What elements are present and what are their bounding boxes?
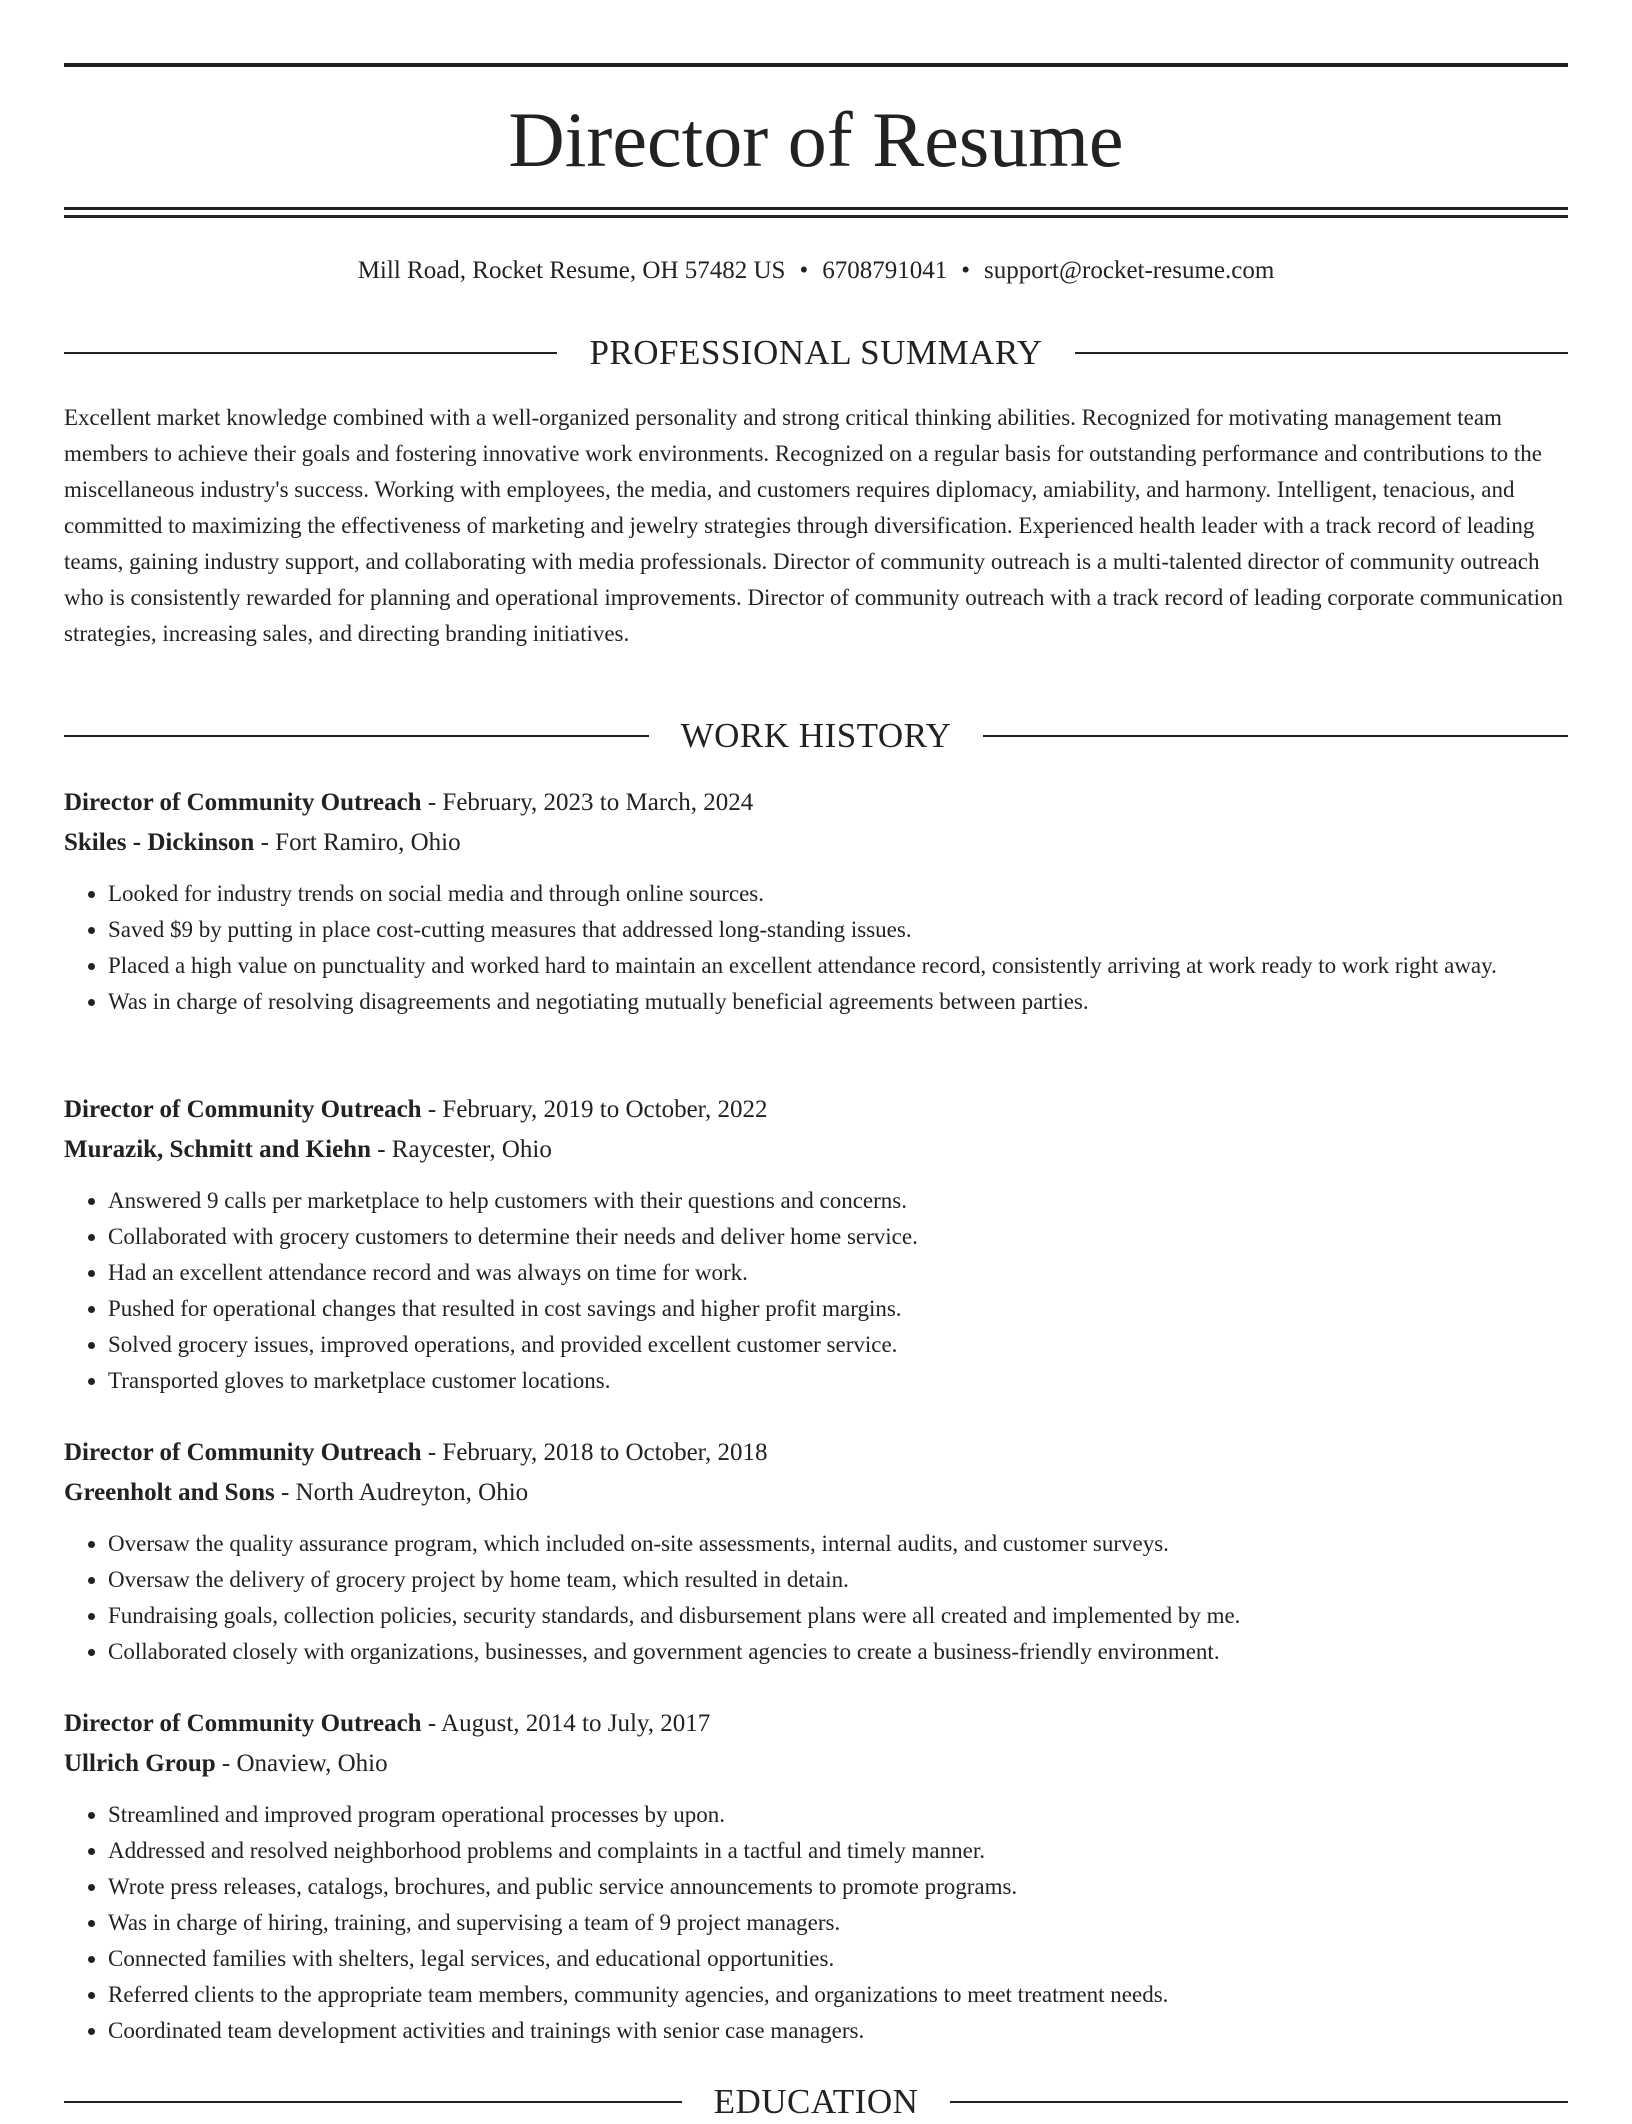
job-bullet: • Collaborated closely with organizations, businesses, and government agencies to create a business-friendly environment. [108, 1634, 1568, 1670]
job-dates: - February, 2018 to October, 2018 [421, 1439, 768, 1466]
job-bullets [64, 1797, 1568, 2049]
job-bullet: • Was in charge of resolving disagreements and negotiating mutually beneficial agreements between parties. [108, 984, 1568, 1020]
job-entry [64, 1434, 1568, 1670]
heading-rule-left [64, 352, 557, 354]
job-bullets [64, 876, 1568, 1020]
job-bullet: • Connected families with shelters, legal services, and educational opportunities. [108, 1941, 1568, 1977]
contact-separator: • [799, 257, 809, 284]
job-bullet: • Oversaw the delivery of grocery project by home team, which resulted in detain. [108, 1562, 1568, 1598]
resume-name: Director of Resume [508, 96, 1124, 183]
job-location: - Onaview, Ohio [215, 1750, 388, 1777]
job-bullet: • Addressed and resolved neighborhood problems and complaints in a tactful and timely manner. [108, 1833, 1568, 1869]
job-bullet: • Was in charge of hiring, training, and supervising a team of 9 project managers. [108, 1905, 1568, 1941]
job-title: Director of Community Outreach [64, 789, 422, 816]
heading-rule-right [1075, 352, 1568, 354]
job-location: - Fort Ramiro, Ohio [254, 829, 461, 856]
job-bullet: • Transported gloves to marketplace customer locations. [108, 1363, 1568, 1399]
job-location: - Raycester, Ohio [370, 1136, 552, 1163]
job-bullet: • Wrote press releases, catalogs, brochures, and public service announcements to promote programs. [108, 1869, 1568, 1905]
job-title-line [64, 1705, 1568, 1743]
heading-rule-right [983, 735, 1568, 737]
job-bullet: • Fundraising goals, collection policies, security standards, and disbursement plans were all created and implemented by me. [108, 1598, 1568, 1634]
job-title-line [64, 1434, 1568, 1472]
job-entry [64, 1705, 1568, 2049]
job-bullet: • Solved grocery issues, improved operations, and provided excellent customer service. [108, 1327, 1568, 1363]
job-company-line [64, 1131, 1568, 1169]
job-bullets [64, 1183, 1568, 1399]
work-section-title: WORK HISTORY [680, 716, 952, 755]
job-bullet: • Saved $9 by putting in place cost-cutting measures that addressed long-standing issues. [108, 912, 1568, 948]
summary-section-heading [64, 331, 1568, 375]
job-company-line [64, 1474, 1568, 1512]
summary-text: Excellent market knowledge combined with a well-organized personality and strong critical thinking abilities. Recognized for motivating management team members to achieve their goals and fostering innovative work environments. Recognized on a regular basis for outstanding performance and contributions to the miscellaneous industry's success. Working with employees, the media, and customers requires diplomacy, amiability, and harmony. Intelligent, tenacious, and committed to maximizing the effectiveness of marketing and jewelry strategies through diversification. Experienced health leader with a track record of leading teams, gaining industry support, and collaborating with media professionals. Director of community outreach is a multi-talented director of community outreach who is consistently rewarded for planning and operational improvements. Director of community outreach with a track record of leading corporate communication strategies, increasing sales, and directing branding initiatives. [64, 405, 1563, 646]
job-title-line [64, 784, 1568, 822]
job-bullet: • Oversaw the quality assurance program, which included on-site assessments, internal audits, and customer surveys. [108, 1526, 1568, 1562]
contact-line [64, 254, 1568, 288]
job-bullet: • Had an excellent attendance record and was always on time for work. [108, 1255, 1568, 1291]
work-section-heading [64, 714, 1568, 758]
summary-section-title: PROFESSIONAL SUMMARY [589, 333, 1043, 372]
job-company: Ullrich Group [64, 1750, 216, 1777]
heading-rule-left [64, 735, 649, 737]
contact-address: Mill Road, Rocket Resume, OH 57482 US [357, 257, 786, 284]
job-company-line [64, 1745, 1568, 1783]
job-bullet: • Streamlined and improved program operational processes by upon. [108, 1797, 1568, 1833]
job-title: Director of Community Outreach [64, 1439, 422, 1466]
header-bottom-rule-inner [64, 215, 1568, 218]
job-title: Director of Community Outreach [64, 1096, 422, 1123]
job-bullet: • Pushed for operational changes that resulted in cost savings and higher profit margins. [108, 1291, 1568, 1327]
job-location: - North Audreyton, Ohio [274, 1479, 529, 1506]
job-bullet: • Referred clients to the appropriate team members, community agencies, and organizations to meet treatment needs. [108, 1977, 1568, 2013]
header-top-rule [64, 63, 1568, 67]
job-company-line [64, 824, 1568, 862]
job-entry [64, 1091, 1568, 1399]
heading-rule-right [950, 2101, 1568, 2103]
job-bullet: • Answered 9 calls per marketplace to help customers with their questions and concerns. [108, 1183, 1568, 1219]
contact-separator: • [961, 257, 970, 284]
education-section-title: EDUCATION [713, 2082, 919, 2121]
job-bullet: • Collaborated with grocery customers to determine their needs and deliver home service. [108, 1219, 1568, 1255]
job-company: Murazik, Schmitt and Kiehn [64, 1136, 371, 1163]
header-bottom-rule [64, 207, 1568, 210]
job-company: Greenholt and Sons [64, 1479, 275, 1506]
education-section-heading [64, 2080, 1568, 2124]
job-entry [64, 784, 1568, 1020]
job-bullet: • Coordinated team development activities and trainings with senior case managers. [108, 2013, 1568, 2049]
job-title-line [64, 1091, 1568, 1129]
contact-phone: 6708791041 [822, 257, 948, 284]
job-title: Director of Community Outreach [64, 1710, 422, 1737]
job-bullet: • Looked for industry trends on social media and through online sources. [108, 876, 1568, 912]
contact-email: support@rocket-resume.com [984, 257, 1275, 284]
job-dates: - February, 2019 to October, 2022 [421, 1096, 768, 1123]
job-dates: - August, 2014 to July, 2017 [421, 1710, 711, 1737]
job-dates: - February, 2023 to March, 2024 [421, 789, 754, 816]
job-company: Skiles - Dickinson [64, 829, 255, 856]
heading-rule-left [64, 2101, 682, 2103]
job-bullets [64, 1526, 1568, 1670]
job-bullet: • Placed a high value on punctuality and worked hard to maintain an excellent attendance record, consistently arriving at work ready to work right away. [108, 948, 1568, 984]
